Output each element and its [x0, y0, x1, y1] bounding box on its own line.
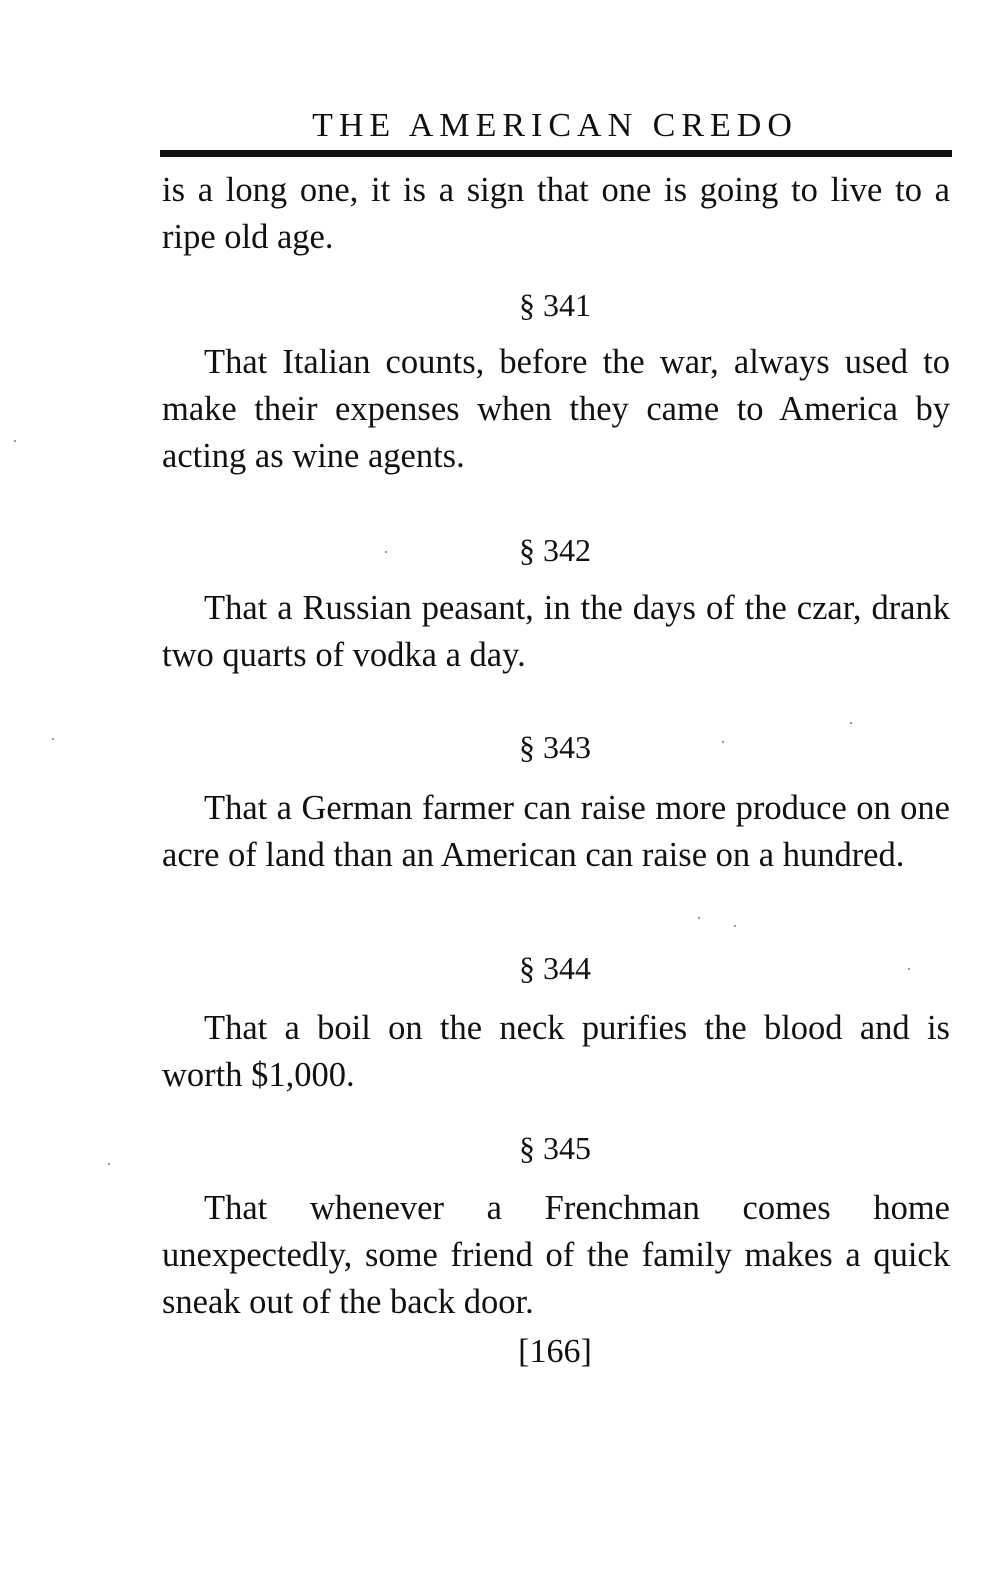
- section-number-341: § 341: [519, 287, 591, 323]
- scan-speck: [14, 440, 16, 442]
- continuation-paragraph: is a long one, it is a sign that one is going to live to a ripe old age.: [162, 171, 950, 256]
- section-number-345: § 345: [519, 1130, 591, 1166]
- scan-speck: [52, 738, 54, 740]
- section-number-344: § 344: [519, 950, 591, 986]
- scan-speck: [385, 551, 387, 553]
- scan-speck: [734, 925, 736, 927]
- section-number-343: § 343: [519, 729, 591, 765]
- scan-speck: [698, 917, 700, 919]
- scan-speck: [722, 741, 724, 743]
- page-number: [166]: [518, 1333, 592, 1370]
- section-text-342: That a Russian peasant, in the days of the czar, drank two quarts of vodka a day.: [162, 589, 950, 674]
- section-text-341: That Italian counts, before the war, always used to make their expenses when they came to America by acting as wine agents.: [162, 343, 950, 475]
- scan-speck: [908, 968, 910, 970]
- section-number-342: § 342: [519, 532, 591, 568]
- running-title: THE AMERICAN CREDO: [312, 107, 798, 144]
- section-text-344: That a boil on the neck purifies the blood and is worth $1,000.: [162, 1009, 950, 1094]
- header-rule: [160, 150, 952, 157]
- scan-speck: [108, 1163, 110, 1165]
- section-text-345: That whenever a Frenchman comes home unexpectedly, some friend of the family makes a quick sneak out of the back door.: [162, 1189, 950, 1321]
- section-text-343: That a German farmer can raise more produce on one acre of land than an American can raise on a hundred.: [162, 789, 950, 874]
- scan-speck: [850, 722, 852, 724]
